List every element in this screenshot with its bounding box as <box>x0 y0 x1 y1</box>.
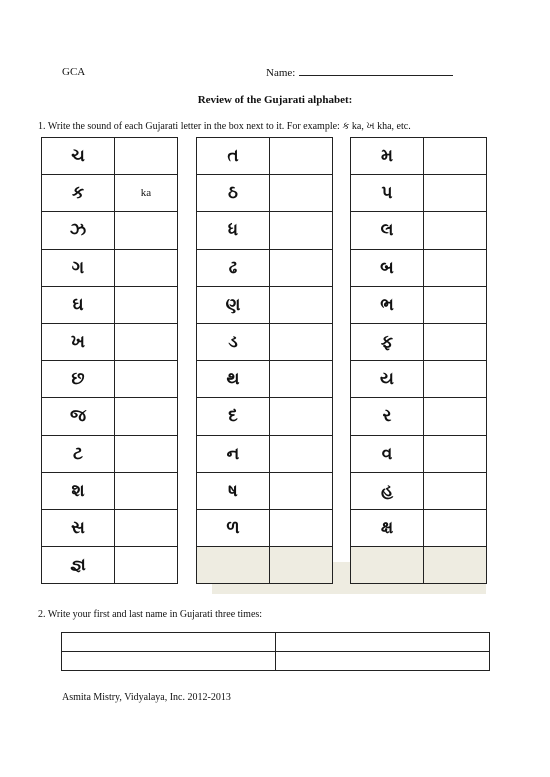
table-row <box>197 323 333 360</box>
answer-cell[interactable] <box>270 249 333 286</box>
name-line <box>299 66 453 76</box>
instruction-2: 2. Write your first and last name in Gujarati three times: <box>38 609 263 620</box>
answer-cell[interactable] <box>270 323 333 360</box>
answer-cell[interactable] <box>115 212 178 249</box>
name-cell[interactable] <box>276 652 490 671</box>
table-row <box>42 509 178 546</box>
answer-cell[interactable] <box>424 472 487 509</box>
example-letter-2: ખ <box>366 121 375 132</box>
table-row <box>351 398 487 435</box>
table-row <box>42 398 178 435</box>
answer-cell[interactable] <box>115 547 178 584</box>
gujarati-letter-cell: ક્ષ <box>351 509 424 546</box>
instruction-text: 1. Write the sound of each Gujarati letter in the box next to it. For example: <box>38 121 340 132</box>
gujarati-letter-cell: લ <box>351 212 424 249</box>
gujarati-letter-cell: ન <box>197 435 270 472</box>
answer-cell[interactable] <box>270 138 333 175</box>
answer-cell[interactable] <box>424 361 487 398</box>
answer-cell[interactable] <box>270 435 333 472</box>
table-row <box>197 138 333 175</box>
answer-cell[interactable] <box>270 398 333 435</box>
table-row <box>197 249 333 286</box>
answer-cell[interactable] <box>115 323 178 360</box>
gujarati-letter-cell: ળ <box>197 509 270 546</box>
table-row <box>42 286 178 323</box>
name-field[interactable] <box>266 66 453 79</box>
name-row <box>62 652 490 671</box>
gujarati-letter-cell: વ <box>351 435 424 472</box>
answer-cell[interactable] <box>424 286 487 323</box>
page-title: Review of the Gujarati alphabet: <box>197 94 353 106</box>
answer-cell[interactable]: ka <box>115 175 178 212</box>
gujarati-letter-cell: સ <box>42 509 115 546</box>
name-cell[interactable] <box>62 652 276 671</box>
example-sound-2: kha, etc. <box>377 121 411 132</box>
gujarati-letter-cell: શ <box>42 472 115 509</box>
table-row <box>351 361 487 398</box>
gujarati-letter-cell: ત <box>197 138 270 175</box>
letter-table-2 <box>196 137 333 584</box>
gujarati-letter-cell: ઢ <box>197 249 270 286</box>
name-label: Name: <box>266 67 296 79</box>
table-row <box>42 361 178 398</box>
answer-cell[interactable] <box>115 138 178 175</box>
answer-cell[interactable] <box>424 249 487 286</box>
answer-cell[interactable] <box>115 249 178 286</box>
answer-cell[interactable] <box>270 547 333 584</box>
answer-cell[interactable] <box>115 398 178 435</box>
gujarati-letter-cell: ખ <box>42 323 115 360</box>
name-row <box>62 633 490 652</box>
table-row <box>197 361 333 398</box>
gujarati-letter-cell: પ <box>351 175 424 212</box>
gujarati-letter-cell: ચ <box>42 138 115 175</box>
table-row <box>351 175 487 212</box>
name-cell[interactable] <box>276 633 490 652</box>
answer-cell[interactable] <box>115 509 178 546</box>
gujarati-letter-cell: ગ <box>42 249 115 286</box>
gujarati-letter-cell: જ્ઞ <box>42 547 115 584</box>
answer-cell[interactable] <box>424 323 487 360</box>
gujarati-letter-cell: જ <box>42 398 115 435</box>
gujarati-letter-cell <box>351 547 424 584</box>
gujarati-letter-cell: ક <box>42 175 115 212</box>
organization-label: GCA <box>62 66 86 78</box>
gujarati-letter-cell: ઝ <box>42 212 115 249</box>
answer-cell[interactable] <box>270 212 333 249</box>
answer-cell[interactable] <box>424 398 487 435</box>
letter-table-1 <box>41 137 178 584</box>
table-row <box>197 547 333 584</box>
table-row <box>197 286 333 323</box>
table-row <box>197 509 333 546</box>
gujarati-letter-cell: હ <box>351 472 424 509</box>
table-row <box>197 212 333 249</box>
letter-table-3 <box>350 137 487 584</box>
table-row <box>197 472 333 509</box>
table-row <box>197 175 333 212</box>
answer-cell[interactable] <box>115 472 178 509</box>
answer-cell[interactable] <box>424 175 487 212</box>
gujarati-letter-cell: દ <box>197 398 270 435</box>
table-row <box>351 509 487 546</box>
gujarati-letter-cell: બ <box>351 249 424 286</box>
table-row <box>42 547 178 584</box>
table-row <box>351 138 487 175</box>
name-cell[interactable] <box>62 633 276 652</box>
table-row <box>351 472 487 509</box>
gujarati-letter-cell: થ <box>197 361 270 398</box>
table-row <box>42 323 178 360</box>
table-row <box>351 249 487 286</box>
table-row <box>42 138 178 175</box>
answer-cell[interactable] <box>115 361 178 398</box>
table-row <box>351 212 487 249</box>
gujarati-letter-cell: ટ <box>42 435 115 472</box>
gujarati-letter-cell: ય <box>351 361 424 398</box>
gujarati-letter-cell: ઠ <box>197 175 270 212</box>
gujarati-letter-cell: ભ <box>351 286 424 323</box>
table-row <box>197 435 333 472</box>
gujarati-letter-cell <box>197 547 270 584</box>
answer-cell[interactable] <box>270 361 333 398</box>
footer-credit: Asmita Mistry, Vidyalaya, Inc. 2012-2013 <box>62 692 231 703</box>
answer-cell[interactable] <box>270 509 333 546</box>
gujarati-letter-cell: ધ <box>197 212 270 249</box>
gujarati-letter-cell: ફ <box>351 323 424 360</box>
table-row <box>42 435 178 472</box>
answer-cell[interactable] <box>424 212 487 249</box>
gujarati-letter-cell: ઘ <box>42 286 115 323</box>
answer-cell[interactable] <box>270 286 333 323</box>
table-row <box>351 286 487 323</box>
table-row <box>351 435 487 472</box>
answer-cell[interactable] <box>270 175 333 212</box>
table-row <box>42 175 178 212</box>
gujarati-letter-cell: ર <box>351 398 424 435</box>
answer-cell[interactable] <box>424 138 487 175</box>
table-row <box>42 212 178 249</box>
answer-cell[interactable] <box>424 547 487 584</box>
example-letter-1: ક <box>342 121 350 132</box>
table-row <box>351 323 487 360</box>
table-row <box>197 398 333 435</box>
gujarati-letter-cell: ણ <box>197 286 270 323</box>
gujarati-letter-cell: ષ <box>197 472 270 509</box>
answer-cell[interactable] <box>270 472 333 509</box>
instruction-1 <box>38 121 411 132</box>
gujarati-letter-cell: મ <box>351 138 424 175</box>
answer-cell[interactable] <box>115 286 178 323</box>
answer-cell[interactable] <box>424 435 487 472</box>
gujarati-letter-cell: ડ <box>197 323 270 360</box>
answer-cell[interactable] <box>115 435 178 472</box>
table-row <box>351 547 487 584</box>
table-row <box>42 249 178 286</box>
example-sound-1: ka, <box>351 121 364 132</box>
answer-cell[interactable] <box>424 509 487 546</box>
name-practice-table <box>61 632 490 671</box>
gujarati-letter-cell: છ <box>42 361 115 398</box>
table-row <box>42 472 178 509</box>
